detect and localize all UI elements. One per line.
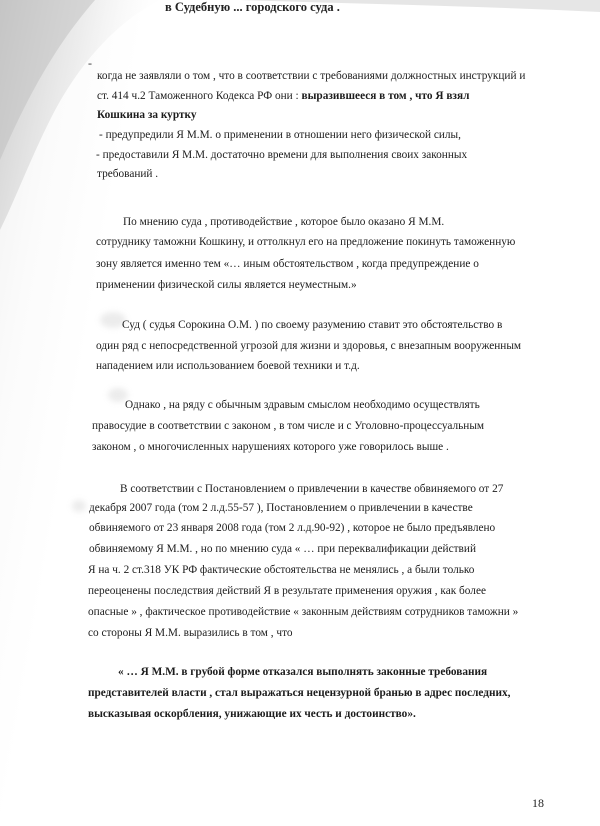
text-line: По мнению суда , противодействие , которое было оказано Я М.М.: [123, 216, 445, 228]
text-line: применении физической силы является неуместным.»: [96, 279, 357, 291]
text-line: В соответствии с Постановлением о привлечении в качестве обвиняемого от 27: [120, 483, 504, 495]
text-line: законом , о многочисленных нарушениях которого уже говорилось выше .: [92, 441, 449, 453]
scan-smudge: [72, 500, 86, 512]
text-line: нападением или использованием боевой техники и т.д.: [96, 360, 360, 372]
text-line: правосудие в соответствии с законом , в том числе и с Уголовно-процессуальным: [92, 420, 485, 432]
text-line: - предоставили Я М.М. достаточно времени для выполнения своих законных: [96, 149, 468, 161]
text-line-bold: « … Я М.М. в грубой форме отказался выполнять законные требования: [118, 666, 488, 678]
text-line: переоценены последствия действий Я в результате применения оружия , как более: [88, 585, 486, 597]
text-line: Кошкина за куртку: [97, 109, 197, 121]
text-line: - предупредили Я М.М. о применении в отношении него физической силы,: [99, 129, 461, 141]
header-fragment: в Судебную ... городского суда .: [165, 0, 340, 14]
text-line: Однако , на ряду с обычным здравым смыслом необходимо осуществлять: [125, 399, 480, 411]
text-line: декабря 2007 года (том 2 л.д.55-57 ), Постановлением о привлечении в качестве: [89, 502, 473, 514]
page-curl-shadow: [0, 0, 600, 230]
text-line: когда не заявляли о том , что в соответствии с требованиями должностных инструкций и: [97, 70, 526, 82]
text-line: опасные » , фактическое противодействие « законным действиям сотрудников таможни »: [88, 606, 519, 618]
text-line: ст. 414 ч.2 Таможенного Кодекса РФ они : выразившееся в том , что Я взял: [97, 90, 470, 102]
text-line: требований .: [97, 168, 159, 180]
page-number: 18: [532, 796, 544, 810]
top-dash-mark: -: [88, 56, 92, 70]
text-line: со стороны Я М.М. выразились в том , что: [88, 627, 293, 639]
text-line: сотруднику таможни Кошкину, и оттолкнул его на предложение покинуть таможенную: [96, 236, 516, 248]
text-line: обвиняемому Я М.М. , но по мнению суда « … при переквалификации действий: [89, 543, 476, 555]
text-line-bold: высказывая оскорбления, унижающие их честь и достоинство».: [88, 708, 416, 720]
text-line: один ряд с непосредственной угрозой для жизни и здоровья, с внезапным вооруженным: [96, 340, 522, 352]
text-line-bold: представителей власти , стал выражаться нецензурной бранью в адрес последних,: [88, 687, 511, 699]
text-line: обвиняемого от 23 января 2008 года (том 2 л.д.90-92) , которое не было предъявлено: [89, 522, 496, 534]
text-line: зону является именно тем «… иным обстоятельством , когда предупреждение о: [96, 258, 479, 270]
text-line: Суд ( судья Сорокина О.М. ) по своему разумению ставит это обстоятельство в: [122, 319, 503, 331]
text-line: Я на ч. 2 ст.318 УК РФ фактические обстоятельства не менялись , а были только: [88, 564, 475, 576]
